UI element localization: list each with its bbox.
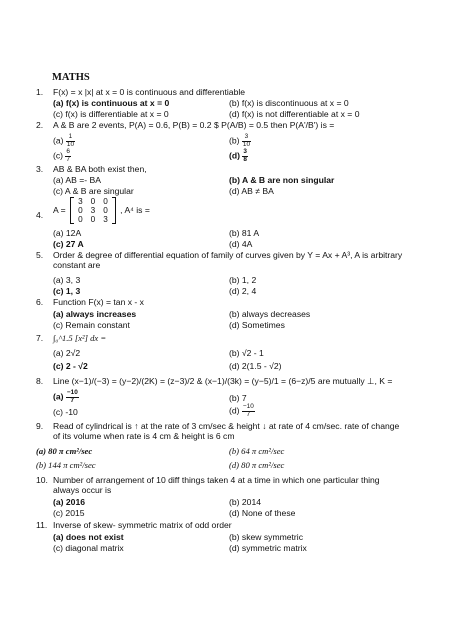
option-a: (a) AB =- BA [53, 175, 101, 185]
matrix-suffix: , A⁴ is = [120, 204, 150, 215]
option-b: (b) √2 - 1 [229, 348, 264, 358]
question-number: 2. [36, 120, 44, 130]
question-number: 5. [36, 250, 44, 260]
question-text: Inverse of skew- symmetric matrix of odd order [53, 520, 232, 530]
option-a: (a) 2016 [53, 497, 86, 507]
question-number: 8. [36, 376, 44, 386]
option-c: (c) f(x) is differentiable at x = 0 [53, 109, 169, 119]
option-a: (a) 2√2 [53, 348, 81, 358]
option-a: (a) always increases [53, 309, 137, 319]
option-d: (d) 80 π cm²/sec [229, 460, 285, 470]
option-d: (d) Sometimes [229, 320, 285, 330]
option-c: (c) 2 - √2 [53, 361, 88, 371]
option-d: (d) 2, 4 [229, 286, 257, 296]
option-c: (c) A & B are singular [53, 186, 134, 196]
option-b: (b) 81 A [229, 228, 260, 238]
question-text: A & B are 2 events, P(A) = 0.6, P(B) = 0.2 $ P(A/B) = 0.5 then P(A'/B') is = [53, 120, 335, 130]
option-b: (b) 2014 [229, 497, 262, 507]
fraction: $\frac{3}{10}$ [242, 133, 251, 148]
option-c: (b) 144 π cm²/sec [36, 460, 96, 470]
option-d: (d) AB ≠ BA [229, 186, 274, 196]
option-b: (b) 7 [229, 393, 247, 403]
question-text: F(x) = x |x| at x = 0 is continuous and differentiable [53, 87, 246, 97]
option-b [229, 134, 251, 148]
option-b: (b) 1, 2 [229, 275, 257, 285]
question-text: Number of arrangement of 10 diff things taken 4 at a time in which one particular thing always occur is [53, 475, 380, 496]
question-text: Read of cylindrical is ↑ at the rate of 3 cm/sec & height ↓ at rate of 4 cm/sec. rate of change of its volume when rate is 4 cm & height is 6 cm [53, 421, 400, 442]
fraction: $\frac{6}{7}$ [66, 148, 70, 163]
option-a: (a) 3, 3 [53, 275, 81, 285]
matrix-prefix: A = [53, 204, 66, 215]
option-a [53, 390, 79, 404]
question-number: 6. [36, 297, 44, 307]
option-b: (b) A & B are non singular [229, 175, 335, 185]
question-text: ∫₀^1.5 [x²] dx = [53, 333, 107, 343]
option-label: (c) [53, 150, 64, 161]
question-number: 1. [36, 87, 44, 97]
question-text [53, 197, 150, 224]
matrix-row: 0 3 0 [78, 206, 108, 215]
question-number: 7. [36, 333, 44, 343]
option-b: (b) skew symmetric [229, 532, 304, 542]
option-d [229, 149, 248, 163]
option-label: (b) [229, 135, 240, 146]
fraction: $\frac{3}{8}$ [243, 148, 247, 163]
question-text: AB & BA both exist then, [53, 164, 147, 174]
fraction: $\frac{-10}{7}$ [242, 403, 254, 418]
question-text: Order & degree of differential equation of family of curves given by Y = Ax + A³, A is arbitrary constant are [53, 250, 403, 271]
option-a: (a) does not exist [53, 532, 124, 542]
section-heading: MATHS [52, 72, 90, 83]
question-number: 11. [36, 520, 48, 530]
matrix [70, 197, 116, 224]
option-b: (b) 64 π cm²/sec [229, 446, 285, 456]
option-d: (d) symmetric matrix [229, 543, 307, 553]
option-a: (a) 12A [53, 228, 82, 238]
option-d: (d) f(x) is not differentiable at x = 0 [229, 109, 360, 119]
option-d: (d) 4A [229, 239, 253, 249]
option-label: (d) [229, 405, 240, 416]
option-label: (d) [229, 150, 240, 161]
option-c: (c) Remain constant [53, 320, 130, 330]
option-a: (a) 80 π cm²/sec [36, 446, 93, 456]
option-a [53, 134, 75, 148]
fraction: $\frac{-10}{7}$ [66, 389, 78, 404]
option-label: (a) [53, 391, 64, 402]
option-label: (a) [53, 135, 64, 146]
option-c: (c) diagonal matrix [53, 543, 124, 553]
option-a: (a) f(x) is continuous at x = 0 [53, 98, 170, 108]
question-text: Line (x−1)/(−3) = (y−2)/(2K) = (z−3)/2 & (x−1)/(3k) = (y−5)/1 = (6−z)/5 are mutually ⊥, K = [53, 376, 393, 386]
option-c: (c) 2015 [53, 508, 85, 518]
question-number: 9. [36, 421, 44, 431]
matrix-row: 3 0 0 [78, 197, 108, 206]
fraction: $\frac{1}{10}$ [66, 133, 75, 148]
matrix-row: 0 0 3 [78, 215, 108, 224]
question-number: 3. [36, 164, 44, 174]
option-d: (d) 2(1.5 - √2) [229, 361, 282, 371]
option-c: (c) 27 A [53, 239, 84, 249]
question-number: 4. [36, 210, 44, 220]
option-c: (c) 1, 3 [53, 286, 81, 296]
option-c [53, 149, 71, 163]
option-d: (d) None of these [229, 508, 296, 518]
question-number: 10. [36, 475, 48, 485]
option-d [229, 404, 255, 418]
option-b: (b) f(x) is discontinuous at x = 0 [229, 98, 349, 108]
question-text: Function F(x) = tan x - x [53, 297, 144, 307]
option-b: (b) always decreases [229, 309, 311, 319]
option-c: (c) -10 [53, 407, 78, 417]
